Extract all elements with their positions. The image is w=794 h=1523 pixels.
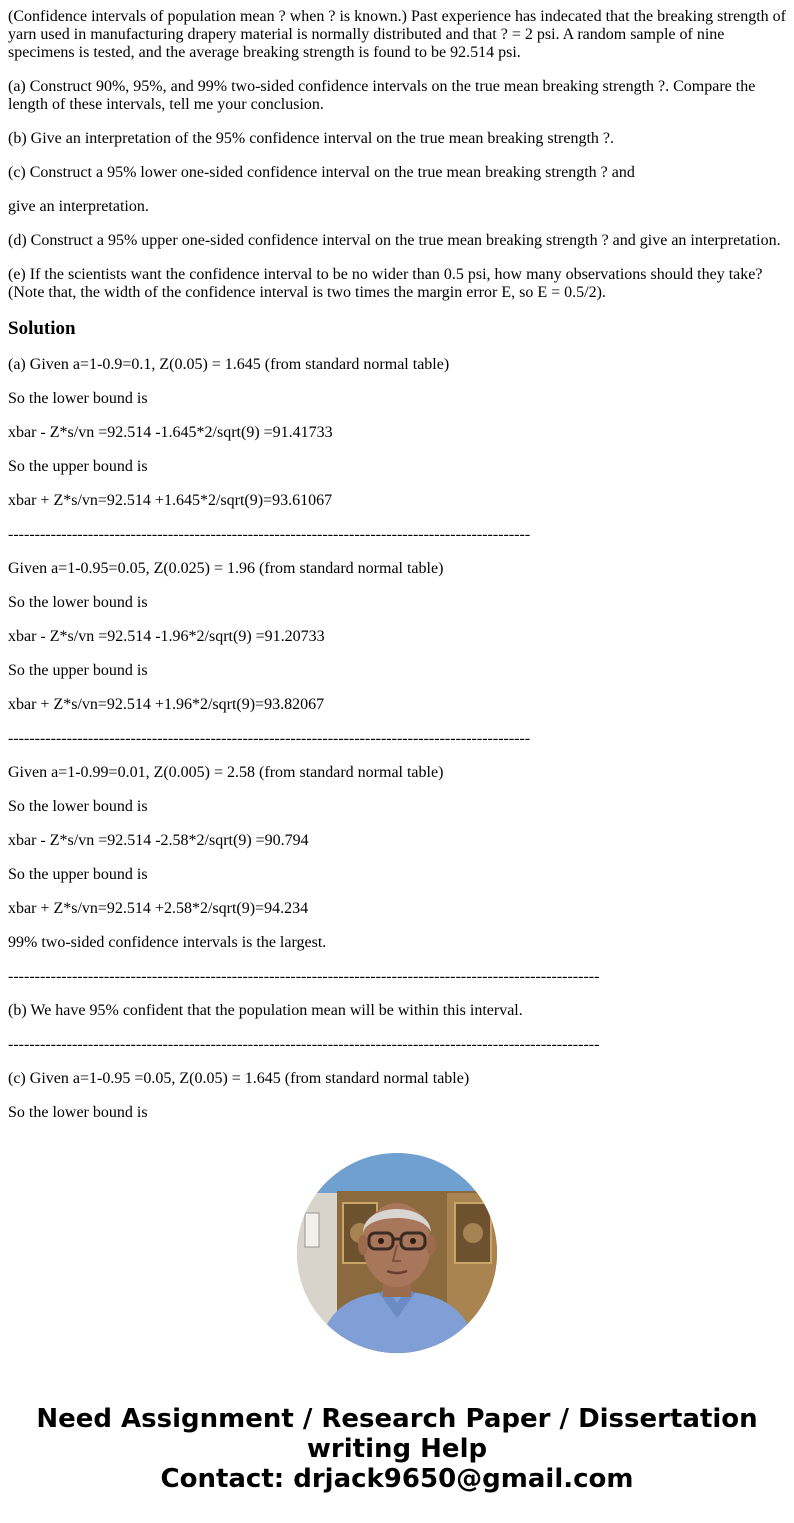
solution-line: (b) We have 95% confident that the population mean will be within this interval.: [8, 1002, 523, 1019]
document-body: [8, 8, 790, 1138]
question-part-d: (d) Construct a 95% upper one-sided confidence interval on the true mean breaking strength ? and give an interpretation.: [8, 232, 781, 249]
solution-line: So the upper bound is: [8, 458, 148, 475]
solution-line: So the upper bound is: [8, 662, 148, 679]
solution-line: So the lower bound is: [8, 1104, 148, 1121]
solution-line: So the lower bound is: [8, 390, 148, 407]
separator-line: --------------------------------------------------------------------------------------------------: [8, 730, 531, 747]
promo-line-1: Need Assignment / Research Paper / Dissertation: [36, 1404, 758, 1434]
solution-line: So the upper bound is: [8, 866, 148, 883]
question-intro: (Confidence intervals of population mean ? when ? is known.) Past experience has indecated that the breaking strength of yarn used in manufacturing drapery material is normally distributed and that ? = 2 psi. A random sample of nine specimens is tested, and the average breaking strength is found to be 92.514 psi.: [8, 8, 786, 61]
question-part-e: (e) If the scientists want the confidence interval to be no wider than 0.5 psi, how many observations should they take? (Note that, the width of the confidence interval is two times the margin error E, so E = 0.5/2).: [8, 266, 763, 301]
separator-line: ---------------------------------------------------------------------------------------------------------------: [8, 968, 600, 985]
solution-line: xbar + Z*s/vn=92.514 +2.58*2/sqrt(9)=94.234: [8, 900, 309, 917]
solution-line: So the lower bound is: [8, 594, 148, 611]
solution-heading: Solution: [8, 318, 76, 339]
question-part-b: (b) Give an interpretation of the 95% confidence interval on the true mean breaking strength ?.: [8, 130, 614, 147]
solution-line: So the lower bound is: [8, 798, 148, 815]
question-part-c-line2: give an interpretation.: [8, 198, 149, 215]
solution-line: 99% two-sided confidence intervals is the largest.: [8, 934, 327, 951]
solution-line: xbar + Z*s/vn=92.514 +1.645*2/sqrt(9)=93.61067: [8, 492, 333, 509]
solution-line: xbar - Z*s/vn =92.514 -1.645*2/sqrt(9) =91.41733: [8, 424, 333, 441]
solution-line: (a) Given a=1-0.9=0.1, Z(0.05) = 1.645 (from standard normal table): [8, 356, 450, 373]
solution-line: xbar - Z*s/vn =92.514 -2.58*2/sqrt(9) =90.794: [8, 832, 309, 849]
promo-contact-line: Contact: drjack9650@gmail.com: [160, 1464, 634, 1494]
author-photo-image: [297, 1153, 497, 1353]
question-part-c-line1: (c) Construct a 95% lower one-sided confidence interval on the true mean breaking strength ? and: [8, 164, 635, 181]
solution-line: xbar + Z*s/vn=92.514 +1.96*2/sqrt(9)=93.82067: [8, 696, 325, 713]
separator-line: ---------------------------------------------------------------------------------------------------------------: [8, 1036, 600, 1053]
separator-line: --------------------------------------------------------------------------------------------------: [8, 526, 531, 543]
solution-line: Given a=1-0.95=0.05, Z(0.025) = 1.96 (from standard normal table): [8, 560, 444, 577]
promo-line-2: writing Help: [306, 1434, 488, 1464]
solution-line: xbar - Z*s/vn =92.514 -1.96*2/sqrt(9) =91.20733: [8, 628, 325, 645]
promo-banner: [0, 1404, 794, 1494]
author-avatar: [297, 1153, 497, 1353]
solution-line: (c) Given a=1-0.95 =0.05, Z(0.05) = 1.645 (from standard normal table): [8, 1070, 470, 1087]
solution-line: Given a=1-0.99=0.01, Z(0.005) = 2.58 (from standard normal table): [8, 764, 444, 781]
question-part-a: (a) Construct 90%, 95%, and 99% two-sided confidence intervals on the true mean breaking strength ?. Compare the length of these intervals, tell me your conclusion.: [8, 78, 756, 113]
